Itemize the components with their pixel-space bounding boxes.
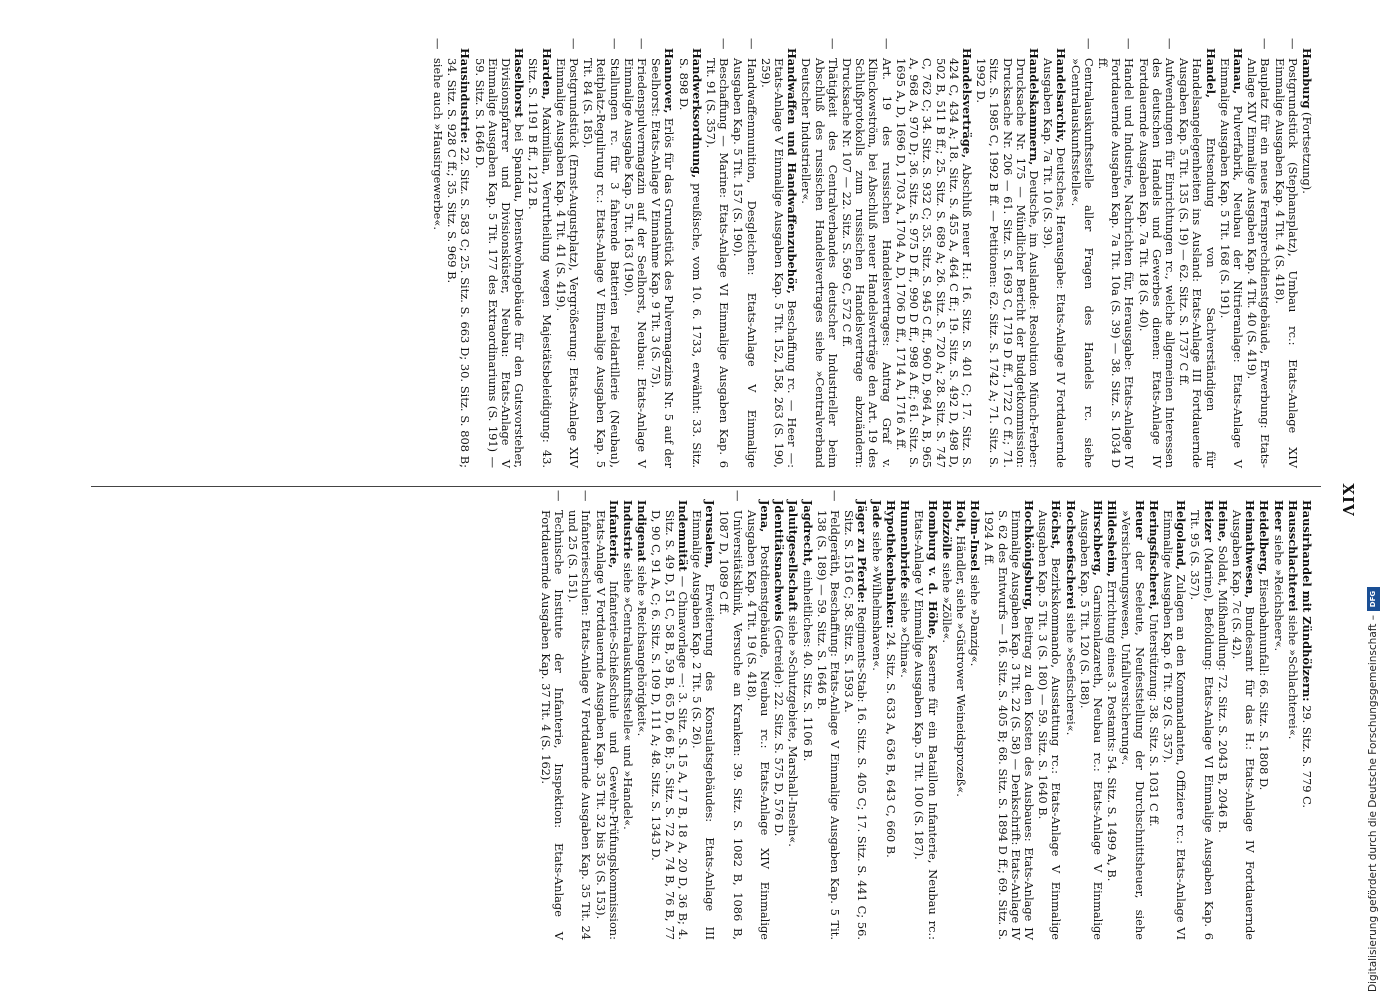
entry-text: Infanterie-Schießschule und Gewehr-Prüfungskommission: Etats-Anlage V Fortdauernde Ausgaben Kap. 35 Tit. 32 bis 35 (S. 153). xyxy=(593,510,621,940)
entry-text: Errichtung eines 3. Postamts: 54. Sitz. S. 1499 A, B. xyxy=(1105,576,1120,882)
index-entry xyxy=(759,48,799,468)
entry-text: Aufwendungen für Einrichtungen rc., welche allgemeinen Interessen des deutschen Handels und Gewerbes dienen: Etats-Anlage IV Fortdauernde Ausgaben Kap. 7a Tit. 18 (S. 40). xyxy=(1136,58,1177,468)
index-entry xyxy=(814,490,843,940)
index-entry xyxy=(704,38,732,468)
index-entry xyxy=(1271,500,1284,940)
entry-text: der Seeleute, Neufeststellung der Durchschnittsheuer, siehe »Versicherungswesen, Unfallversicherung«. xyxy=(1119,510,1147,940)
entry-text: Handel und Industrie, Nachrichten für, Herausgabe: Etats-Anlage IV Fortdauernde Ausgaben Kap. 7a Tit. 10a (S. 39) — 38. Sitz. S. 1034 D ff. xyxy=(1095,58,1137,468)
index-entry xyxy=(1078,500,1104,940)
entry-text: Garnisonlazareth, Neubau rc.: Etats-Anlage V Einmalige Ausgaben Kap. 5 Tit. 120 (S. 188). xyxy=(1077,510,1105,940)
index-entry xyxy=(1218,48,1244,468)
index-entry xyxy=(1036,500,1062,940)
index-entry xyxy=(1105,500,1118,940)
entry-text: Erweiterung des Konsulatsgebäudes: Etats-Anlage III Einmalige Ausgaben Kap. 2 Tit. 5 (S. 26). xyxy=(690,510,718,940)
entry-heading: Jdentitätsnachweis xyxy=(772,500,787,622)
index-entry xyxy=(431,38,445,468)
index-entry xyxy=(1300,500,1313,940)
entry-text: siehe »Schutzgebiete, Marshall-Inseln«. xyxy=(786,611,801,847)
index-entry xyxy=(954,500,967,940)
index-entry xyxy=(800,500,813,940)
index-entry xyxy=(1272,38,1300,468)
entry-heading: Hausschlachterei xyxy=(1285,500,1300,612)
entry-heading: Heimathwesen, xyxy=(1243,500,1258,599)
index-entry xyxy=(940,500,953,940)
continuation-dash: — xyxy=(567,38,582,50)
dfg-logo: DFG xyxy=(1367,587,1380,611)
entry-text: Bundesamt für das H.: Etats-Anlage IV Fortdauernde Ausgaben Kap. 7c (S. 42). xyxy=(1229,510,1258,940)
entry-heading: Heine, xyxy=(1215,500,1230,542)
entry-heading: Handel, xyxy=(1203,48,1218,98)
index-entry xyxy=(690,500,716,940)
continuation-dash: — xyxy=(730,490,745,502)
entry-heading: Haselhorst xyxy=(512,48,527,118)
entry-text: siehe »China«. xyxy=(898,588,913,678)
continuation-dash: — xyxy=(879,38,894,50)
entry-heading: Hirschberg, xyxy=(1090,500,1105,576)
entry-text: Abschluß neuer H.: 16. Sitz. S. 401 C; 17. Sitz. S. 424 C, 434 A; 18. Sitz. S. 455 A, 464 C ff.; 19. Sitz. S. 492 D, 498 D, 502 B, 511 B ff.; 25. Sitz. S. 689 A; 26. Sitz. S. 720 A; 28. Sitz. S. 747 C, 762 C; 34. Sitz. S. 932 C; 35. Sitz. S. 945 C ff., 960 D, 964 A, B, 965 A, 968 A, 970 D; 36. Sitz. S. 975 D ff., 990 D ff., 998 A ff.; 61. Sitz. S. 1695 A, D, 1696 D, 1703 A, 1704 A, D, 1706 D ff., 1714 A, 1716 A ff. xyxy=(893,58,974,468)
entry-heading: Jade xyxy=(869,500,884,528)
entry-text: Postdienstgebäude, Neubau rc.: Etats-Anlage XIV Einmalige Ausgaben Kap. 4 Tit. 19 (S. 418). xyxy=(744,510,773,940)
entry-text: 22. Sitz. S. 583 C; 25. Sitz. S. 663 D; 30. Sitz. S. 808 B; 34. Sitz. S. 928 C ff.; 35. Sitz. S. 969 B. xyxy=(445,58,473,468)
entry-text: Beschaffung — Marine: Etats-Anlage VI Einmalige Ausgaben Kap. 6 Tit. 91 (S. 357). xyxy=(704,58,732,468)
entry-text: einheitliches: 40. Sitz. S. 1106 B. xyxy=(800,566,815,762)
entry-text: Beschaffung rc. — Heer —: Etats-Anlage V Einmalige Ausgaben Kap. 5 Tit. 152, 158, 263 (S. 190, 259). xyxy=(758,58,800,468)
entry-text: Zulagen an den Kommandanten, Offiziere rc.: Etats-Anlage VI Einmalige Ausgaben Kap. 6 Tit. 92 (S. 357). xyxy=(1160,510,1189,940)
continuation-dash: — xyxy=(1258,38,1273,50)
index-entry xyxy=(1095,38,1137,468)
index-entry xyxy=(566,490,594,940)
index-entry xyxy=(1177,48,1217,468)
entry-heading: Jaluitgesellschaft xyxy=(786,500,801,612)
entry-heading: Hamburg xyxy=(1300,48,1314,109)
index-entry xyxy=(621,38,650,468)
entry-text: siehe auch »Hausirgewerbe«. xyxy=(431,58,445,230)
entry-heading: Hannover, xyxy=(662,48,677,114)
page-number: XIV xyxy=(1339,483,1357,517)
continuation-dash: — xyxy=(607,38,622,50)
entry-text: siehe »Danzig«. xyxy=(968,571,983,667)
entry-text: Centralauskunftsstelle aller Fragen des Handels rc. siehe »Centralauskunftsstelle«. xyxy=(1068,58,1096,468)
entry-text: Deutsche, im Auslande: Resolution Münch-Ferber: Drucksache Nr. 175 — Mündlicher Bericht der Budgetkommission: Drucksache Nr. 206 — 61. Sitz. S. 1693 C, 1719 D ff., 1722 C ff.; 71. Sitz. S. 1985 C, 1992 B ff. — Petitionen: 62. Sitz. S. 1742 A; 71. Sitz. S. 1992 D. xyxy=(974,58,1041,468)
index-column-right xyxy=(538,490,1314,941)
entry-text: Technische Institute der Infanterie, Inspektion: Etats-Anlage V Fortdauernde Ausgaben Kap. 37 Tit. 4 (S. 162). xyxy=(538,510,567,940)
entry-heading: Handwaffen und Handwaffenzubehör, xyxy=(785,48,800,294)
index-entry xyxy=(1286,500,1299,940)
entry-heading: Hunnenbriefe xyxy=(898,500,913,589)
entry-text: Pulverfabrik, Neubau der Nitrieranlage: Etats-Anlage V Einmalige Ausgaben Kap. 5 Tit. 168 (S. 191). xyxy=(1217,58,1245,468)
index-entry xyxy=(635,500,648,940)
entry-heading: Holzzölle xyxy=(939,500,954,560)
continuation-dash: — xyxy=(635,38,650,50)
index-entry xyxy=(649,48,675,468)
index-entry xyxy=(799,38,840,468)
entry-text: (Fortsetzung). xyxy=(1300,108,1314,194)
index-entry xyxy=(526,48,552,468)
index-entry xyxy=(1230,500,1256,940)
index-entry xyxy=(472,48,525,468)
entry-text: siehe »Centralauskunftsstelle« und »Handel«. xyxy=(621,559,636,830)
entry-text: Kaserne für ein Bataillon Infanterie, Neubau rc.: Etats-Anlage V Einmalige Ausgaben Kap. 5 Tit. 100 (S. 187). xyxy=(912,510,940,940)
entry-heading: Handelskammern, xyxy=(1026,48,1041,166)
entry-heading: Indigenat xyxy=(635,500,650,563)
entry-text: 29. Sitz. S. 779 C. xyxy=(1300,701,1314,809)
index-entry xyxy=(1216,500,1229,940)
entry-heading: Hochseefischerei xyxy=(1063,500,1078,610)
entry-text: (Marine), Befoldung: Etats-Anlage VI Einmalige Ausgaben Kap. 6 Tit. 95 (S. 357). xyxy=(1188,510,1216,940)
entry-heading: Handwerksordnung, xyxy=(689,48,704,179)
index-entry xyxy=(1245,38,1273,468)
entry-text: siehe »Wilhelmshaven«. xyxy=(869,527,884,671)
index-entry xyxy=(1136,38,1177,468)
entry-heading: Heer xyxy=(1271,500,1286,532)
entry-heading: Jerusalem, xyxy=(703,500,718,569)
entry-text: Händler, siehe »Güstrower Weineidsprozeß«. xyxy=(953,531,968,797)
index-entry xyxy=(1188,500,1214,940)
entry-text: Postgrundstück (Stephansplatz), Umbau rc.: Etats-Anlage XIV Einmalige Ausgaben Kap. 4 Tit. 4 (S. 418). xyxy=(1272,58,1300,468)
entry-text: preußische, vom 10. 6. 1733, erwähnt: 33. Sitz. S. 898 D. xyxy=(676,58,704,468)
entry-heading: Infanterie, xyxy=(606,500,621,569)
entry-heading: Holt, xyxy=(953,500,968,532)
entry-heading: Hausirhandel mit Zündhölzern: xyxy=(1300,500,1314,702)
index-entry xyxy=(676,48,702,468)
entry-text: Erlös für das Grundstück des Pulvermagazins Nr. 5 auf der Seelhorst: Etats-Anlage V Einnahme Kap. 9 Tit. 3 (S. 75). xyxy=(649,58,677,468)
index-entry xyxy=(772,500,785,940)
continuation-dash: — xyxy=(828,490,843,502)
index-entry xyxy=(745,500,771,940)
index-entry xyxy=(553,38,582,468)
index-entry xyxy=(974,48,1040,468)
index-entry xyxy=(717,490,745,940)
entry-heading: Industrie xyxy=(621,500,636,560)
entry-text: Infanterieschulen: Etats-Anlage V Fortdauernde Ausgaben Kap. 35 Tit. 24 und 25 (S. 151). xyxy=(566,510,594,940)
index-entry xyxy=(912,500,938,940)
index-entry xyxy=(968,500,981,940)
index-entry xyxy=(1063,500,1076,940)
entry-text: Bezirkskommando, Ausstattung rc.: Etats-Anlage V Einmalige Ausgaben Kap. 5 Tit. 3 (S. 180) — 59. Sitz. S. 1640 B. xyxy=(1036,510,1064,940)
index-column-left xyxy=(430,38,1314,468)
entry-text: Maximilian, Verurtheilung wegen Majestätsbeleidigung: 43. Sitz. S. 1191 B ff., 1212 B. xyxy=(526,58,554,468)
entry-heading: Hypothekenbanken: xyxy=(883,500,898,629)
column-divider xyxy=(91,486,1321,487)
index-entry xyxy=(445,48,471,468)
entry-heading: Jäger zu Pferde: xyxy=(855,500,870,604)
entry-text: siehe »Zölle«. xyxy=(939,559,954,644)
continuation-dash: — xyxy=(1081,38,1096,50)
entry-heading: Harden, xyxy=(539,48,554,100)
entry-text: (Getreide): 22. Sitz. S. 575 D, 576 D. xyxy=(772,621,787,837)
continuation-dash: — xyxy=(1162,38,1177,50)
entry-text: Art. 19 des russischen Handelsvertrages: Antrag Graf v. Klinckowström, bei Abschluß neuer Handelsverträge den Art. 19 des Schlußprotokolls zum russischen Handelsvertrage abzuändern: Drucksache Nr. 107 — 22. Sitz. S. 569 C, 572 C ff. xyxy=(840,58,894,468)
credit-text: Digitalisierung gefördert durch die Deutsche Forschungsgemeinschaft – xyxy=(1367,615,1379,992)
index-entry xyxy=(621,500,634,940)
entry-heading: Hanau, xyxy=(1230,48,1245,95)
index-entry xyxy=(898,500,911,940)
entry-text: Eisenbahnunfall: 66. Sitz. S. 1808 D. xyxy=(1257,575,1272,791)
digitization-credit xyxy=(1365,2,1381,992)
entry-text: Regiments-Stab: 16. Sitz. S. 405 C; 17. Sitz. S. 441 C; 56. Sitz. S. 1516 C; 58. Sitz. S. 1593 A. xyxy=(842,510,870,941)
continuation-dash: — xyxy=(717,38,732,50)
entry-text: Universitätsklinik, Versuche an Kranken: 39. Sitz. S. 1082 B, 1086 B, 1087 D, 1089 C ff. xyxy=(717,510,745,940)
index-entry xyxy=(1119,500,1145,940)
entry-text: Friedenspulvermagazin auf der Seelhorst, Neubau: Etats-Anlage V Einmalige Ausgabe Kap. 5 Tit. 163 (190). xyxy=(621,58,650,468)
entry-text: — Chinavorlage —: 3. Sitz. S. 15 A, 17 B, 18 A, 20 D, 36 B; 4. Sitz. S. 49 D, 51 C, 58 B, 59 B, 65 D, 66 B; 5. Sitz. S. 72 A, 74 B, 76 B, 77 D, 90 C, 91 A, C; 6. Sitz. S. 109 D, 111 A; 48. Sitz. S. 1343 D. xyxy=(649,510,690,940)
entry-heading: Helgoland, xyxy=(1174,500,1189,570)
entry-heading: Holm-Insel xyxy=(968,500,983,572)
index-entry xyxy=(538,490,567,940)
entry-heading: Heringsfischerei, xyxy=(1146,500,1161,610)
entry-heading: Jena, xyxy=(758,500,773,533)
entry-text: Beitrag zu den Kosten des Ausbaues: Etats-Anlage IV Einmalige Ausgaben Kap. 3 Tit. 22 (S. 58) — Denkschrift: Etats-Anlage IV S. 62 des Entwurfs — 16. Sitz. S. 405 B; 68. Sitz. S. 1894 D ff.; 69. Sitz. S. 1924 A ff. xyxy=(982,510,1036,940)
index-entry xyxy=(593,500,619,940)
index-entry xyxy=(840,38,894,468)
index-entry xyxy=(870,500,883,940)
entry-text: siehe »Reichsangehörigkeit«. xyxy=(635,562,650,737)
entry-heading: Heidelberg, xyxy=(1257,500,1272,576)
continuation-dash: — xyxy=(825,38,840,50)
index-entry xyxy=(1068,38,1096,468)
index-entry xyxy=(581,38,622,468)
continuation-dash: — xyxy=(744,38,759,50)
entry-heading: Handelsarchiv, xyxy=(1054,48,1069,143)
entry-text: bei Spandau, Dienstwohngebäude für den Gutsvorsteher, Divisionspfarrer und Divisionsküster, Neubau: Etats-Anlage V Einmalige Ausgaben Kap. 5 Tit. 177 des Extraordinariums (S. 191) — 59. Sitz. S. 1646 D. xyxy=(472,58,527,468)
index-entry xyxy=(884,500,897,940)
entry-heading: Höchst, xyxy=(1049,500,1064,550)
index-entry xyxy=(1147,500,1160,940)
entry-text: siehe »Reichsheer«. xyxy=(1271,531,1286,652)
entry-text: Deutsches, Herausgabe: Etats-Anlage IV Fortdauernde Ausgaben Kap. 7a Tit. 10 (S. 39). xyxy=(1041,58,1069,468)
entry-heading: Heuer xyxy=(1132,500,1147,540)
entry-text: siehe »Schlachterei«. xyxy=(1285,611,1300,740)
entry-heading: Hochkönigsburg, xyxy=(1021,500,1036,611)
index-entry xyxy=(842,500,868,940)
index-entry xyxy=(1161,500,1187,940)
entry-text: Postgrundstück (Ernst-Augustplatz), Vergrößerung: Etats-Anlage XIV Einmalige Ausgaben Kap. 4 Tit. 41 (S. 419). xyxy=(553,58,582,468)
entry-heading: Hausindustrie: xyxy=(458,48,473,144)
continuation-dash: — xyxy=(1122,38,1137,50)
continuation-dash: — xyxy=(1285,38,1300,50)
entry-text: Unterstützung: 38. Sitz. S. 1031 C ff. xyxy=(1146,609,1161,827)
entry-text: 24. Sitz. S. 633 A, 636 B, 643 C, 660 B. xyxy=(883,628,898,858)
entry-text: Feldgeräth, Beschaffung: Etats-Anlage V Einmalige Ausgaben Kap. 5 Tit. 138 (S. 189) — 59. Sitz. S. 1646 B. xyxy=(814,510,843,940)
index-entry xyxy=(1041,48,1067,468)
continuation-dash: — xyxy=(552,490,567,502)
entry-heading: Homburg v. d. Höhe, xyxy=(925,500,940,639)
entry-text: Handwaffenmunition, Desgleichen: Etats-Anlage V Einmalige Ausgaben Kap. 5 Tit. 157 (S. 190). xyxy=(731,58,759,468)
entry-heading: Hildesheim, xyxy=(1105,500,1120,577)
index-entry xyxy=(731,38,759,468)
entry-heading: Jagdrecht, xyxy=(800,500,815,567)
index-entry xyxy=(786,500,799,940)
entry-heading: Heizer xyxy=(1201,500,1216,543)
index-entry xyxy=(982,500,1035,940)
entry-heading: Indemnität xyxy=(675,500,690,572)
continuation-dash: — xyxy=(431,38,445,50)
entry-heading: Handelsverträge, xyxy=(959,48,974,159)
entry-text: Thätigkeit des Centralverbandes deutscher Industrieller beim Abschluß des russischen Handelsvertrages siehe »Centralverband Deutscher Industrieller«. xyxy=(799,58,840,468)
index-entry xyxy=(1300,48,1313,468)
entry-text: Stallungen rc. für 3 fahrende Batterien Feldartillerie (Neubau), Reitplatz-Regulirung rc.: Etats-Anlage V Einmalige Ausgaben Kap. 5 Tit. 84 (S. 185). xyxy=(581,58,622,468)
entry-text: Entsendung von Sachverständigen für Handelsangelegenheiten ins Ausland: Etats-Anlage III Fortdauernde Ausgaben Kap. 5 Tit. 135 (S. 19) — 62. Sitz. S. 1737 C ff. xyxy=(1177,58,1218,468)
entry-text: Soldat, Mißhandlung: 72. Sitz. S. 2043 B, 2046 B. xyxy=(1215,541,1230,833)
index-entry xyxy=(894,48,973,468)
index-entry xyxy=(1257,500,1270,940)
continuation-dash: — xyxy=(579,490,594,502)
index-entry xyxy=(649,500,689,940)
entry-text: siehe »Seefischerei«. xyxy=(1063,609,1078,736)
entry-text: Bauplatz für ein neues Fernsprechdienstgebäude, Erwerbung: Etats-Anlage XIV Einmalige Ausgaben Kap. 4 Tit. 40 (S. 419). xyxy=(1245,58,1273,468)
